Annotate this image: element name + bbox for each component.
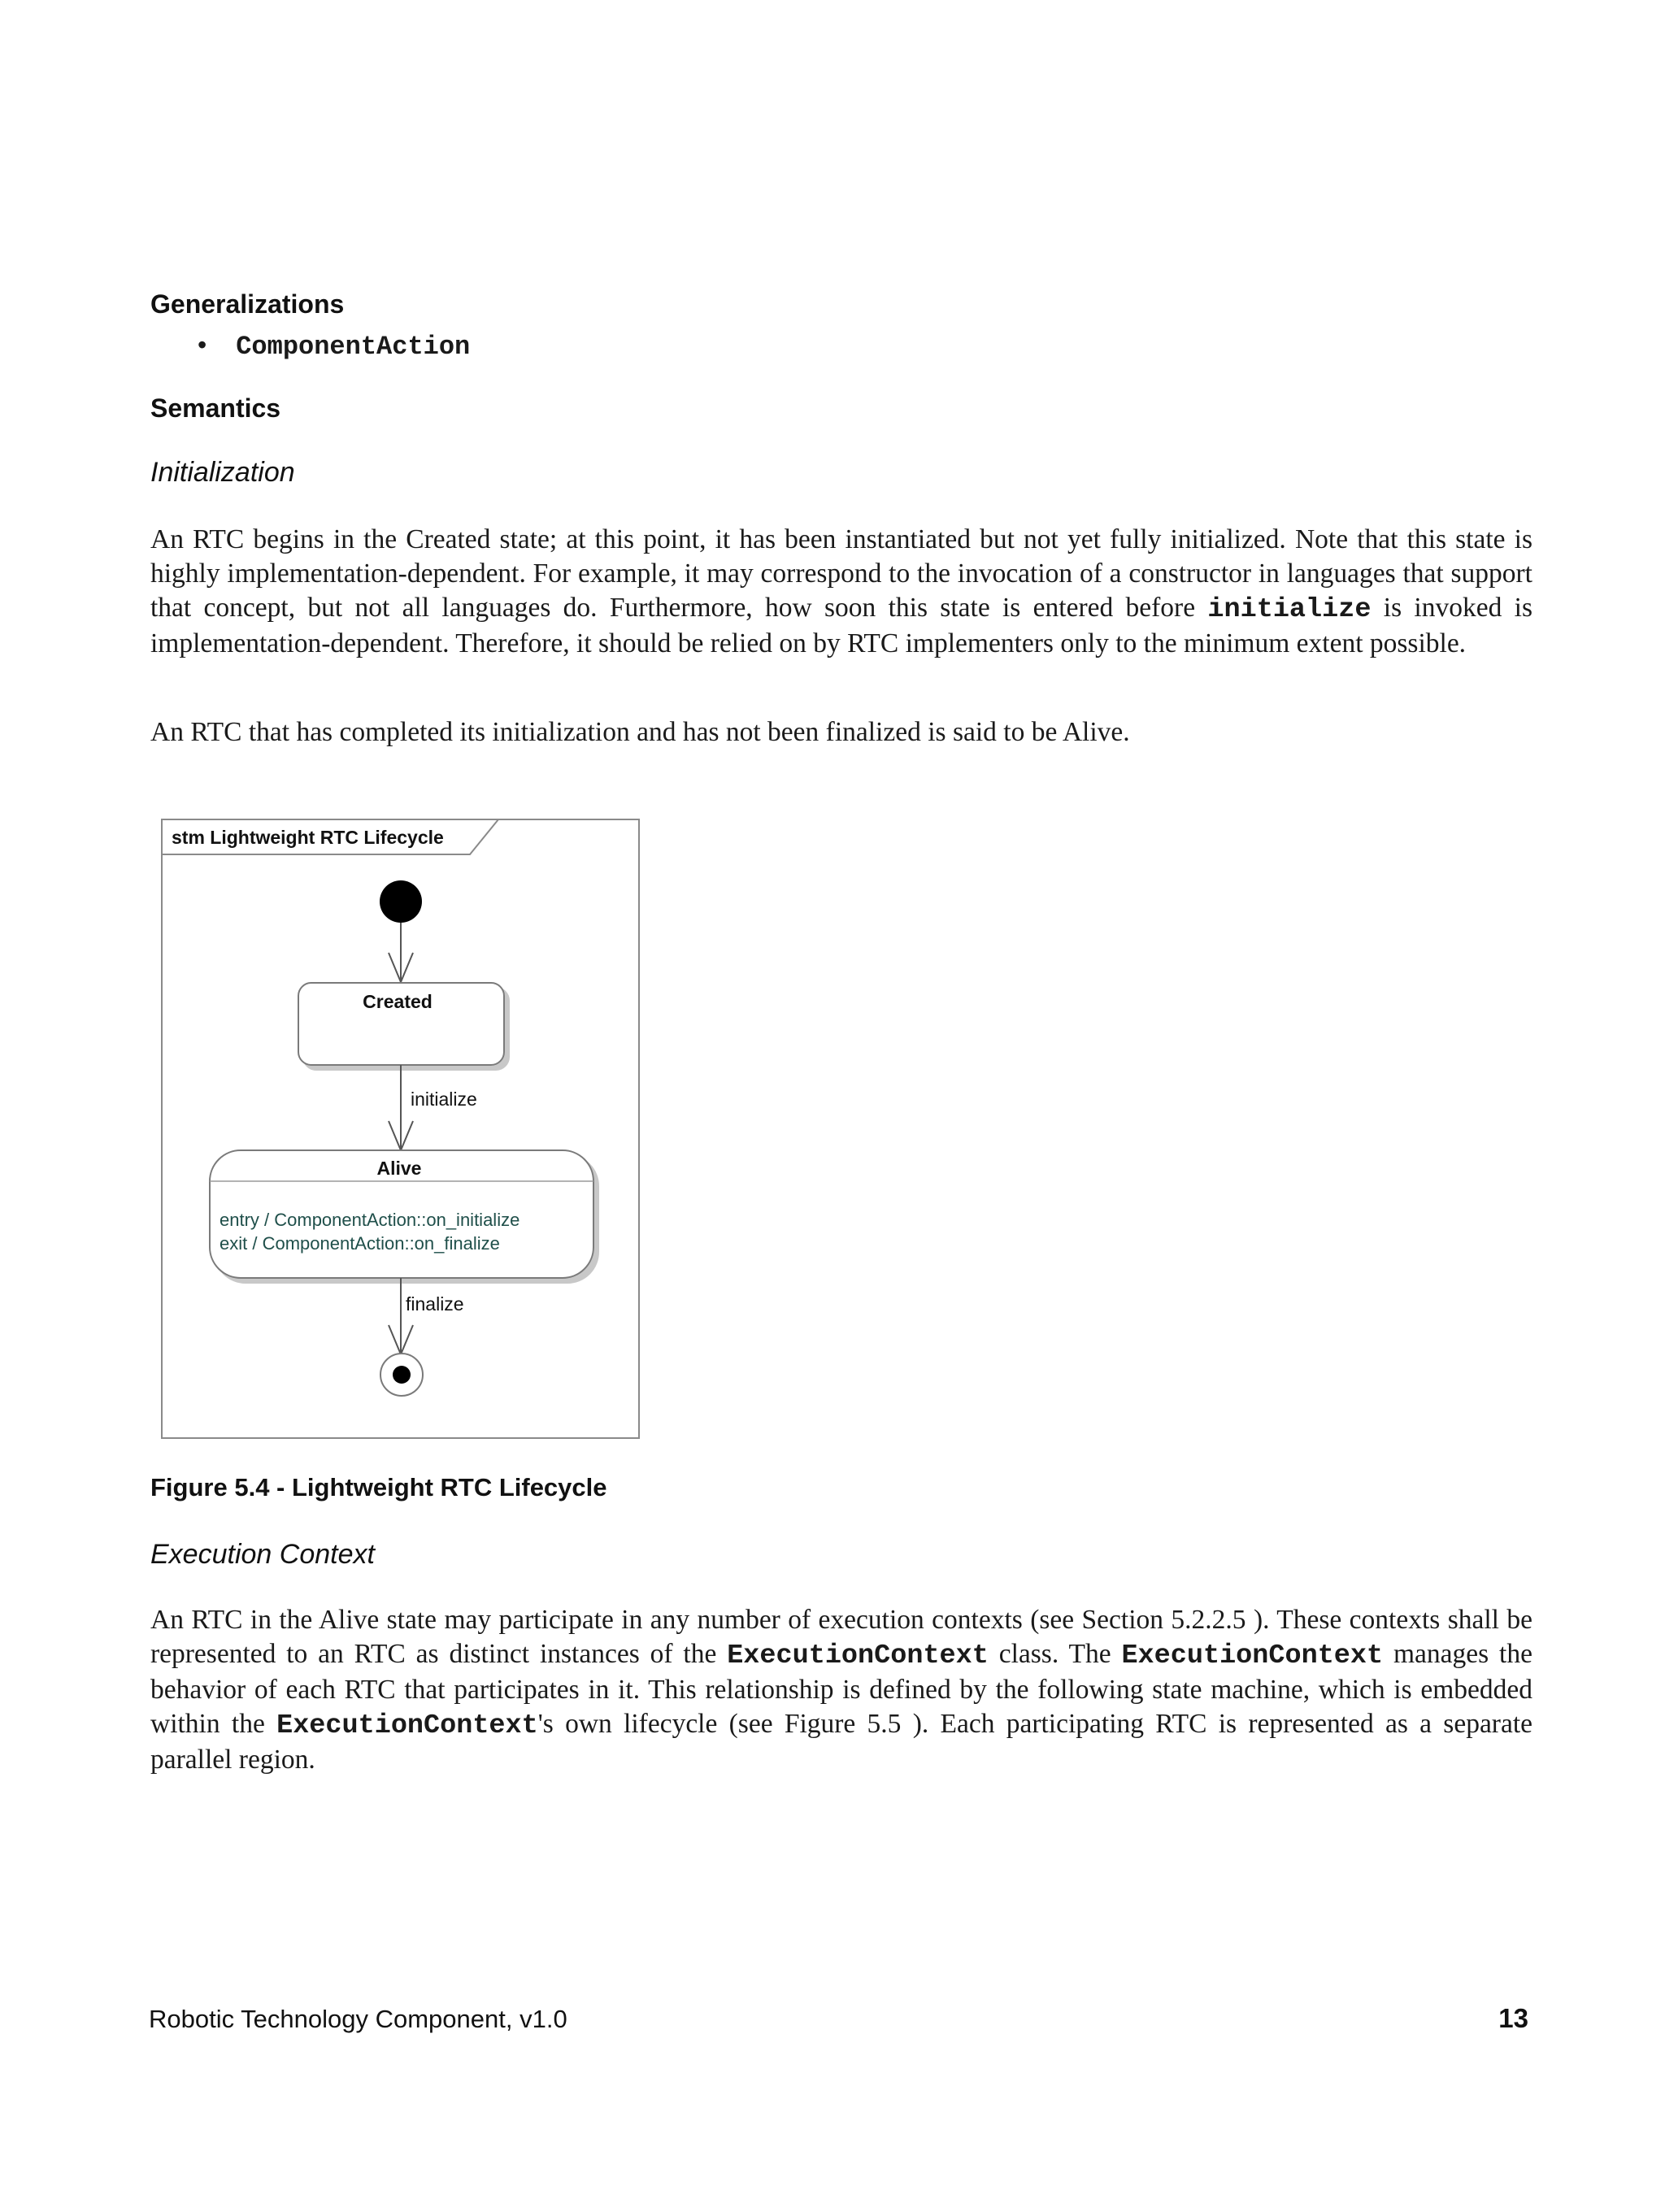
alive-entry-action: entry / ComponentAction::on_initialize (220, 1210, 520, 1230)
state-machine-diagram (154, 813, 659, 1455)
execution-context-heading: Execution Context (150, 1539, 375, 1570)
paragraph-text: An RTC that has completed its initialization and has not been finalized is said to be Alive. (150, 717, 1130, 747)
finalize-label: finalize (406, 1293, 464, 1315)
final-state-core (393, 1366, 411, 1384)
alive-exit-action: exit / ComponentAction::on_finalize (220, 1233, 500, 1254)
alive-paragraph (150, 715, 1532, 750)
generalizations-heading: Generalizations (150, 289, 345, 319)
semantics-heading: Semantics (150, 393, 281, 423)
code-execution-context: ExecutionContext (276, 1710, 538, 1741)
initial-state-node (380, 880, 422, 923)
figure-caption: Figure 5.4 - Lightweight RTC Lifecycle (150, 1473, 607, 1501)
page-number: 13 (1498, 2003, 1528, 2033)
generalizations-list-item (198, 330, 470, 362)
bullet-icon: • (198, 330, 207, 359)
paragraph-text: is invoked is implementation-dependent. Therefore, it should be relied on by RTC implementers only to the minimum extent possible. (150, 593, 1532, 658)
execution-context-paragraph (150, 1603, 1532, 1777)
paragraph-text: An RTC in the Alive state may participate in any number of execution contexts (see Section 5.2.2.5 ). These contexts shall be represented to an RTC as distinct instances of the (150, 1605, 1532, 1669)
frame-label: stm Lightweight RTC Lifecycle (172, 827, 444, 848)
initialization-heading: Initialization (150, 457, 295, 488)
paragraph-text: 's own lifecycle (see Figure 5.5 ). Each participating RTC is represented as a separate parallel region. (150, 1709, 1533, 1775)
code-execution-context: ExecutionContext (727, 1641, 989, 1671)
footer-title: Robotic Technology Component, v1.0 (149, 2005, 567, 2033)
initialization-paragraph (150, 523, 1532, 661)
paragraph-text: An RTC begins in the Created state; at this point, it has been instantiated but not yet fully initialized. Note that this state is highly implementation-dependent. For example, it may correspond to the invocation of a constructor in languages that support that concept, but not all languages do. Furthermore, how soon this state is entered before (150, 524, 1532, 623)
alive-state-label: Alive (376, 1158, 422, 1179)
generalization-item: ComponentAction (236, 332, 471, 362)
created-state-label: Created (363, 991, 433, 1012)
code-initialize: initialize (1207, 594, 1372, 625)
code-execution-context: ExecutionContext (1121, 1641, 1384, 1671)
paragraph-text: class. The (988, 1639, 1122, 1669)
initialize-label: initialize (411, 1089, 477, 1110)
paragraph-text: manages the behavior of each RTC that participates in it. This relationship is defined by the following state machine, which is embedded within the (150, 1639, 1532, 1739)
